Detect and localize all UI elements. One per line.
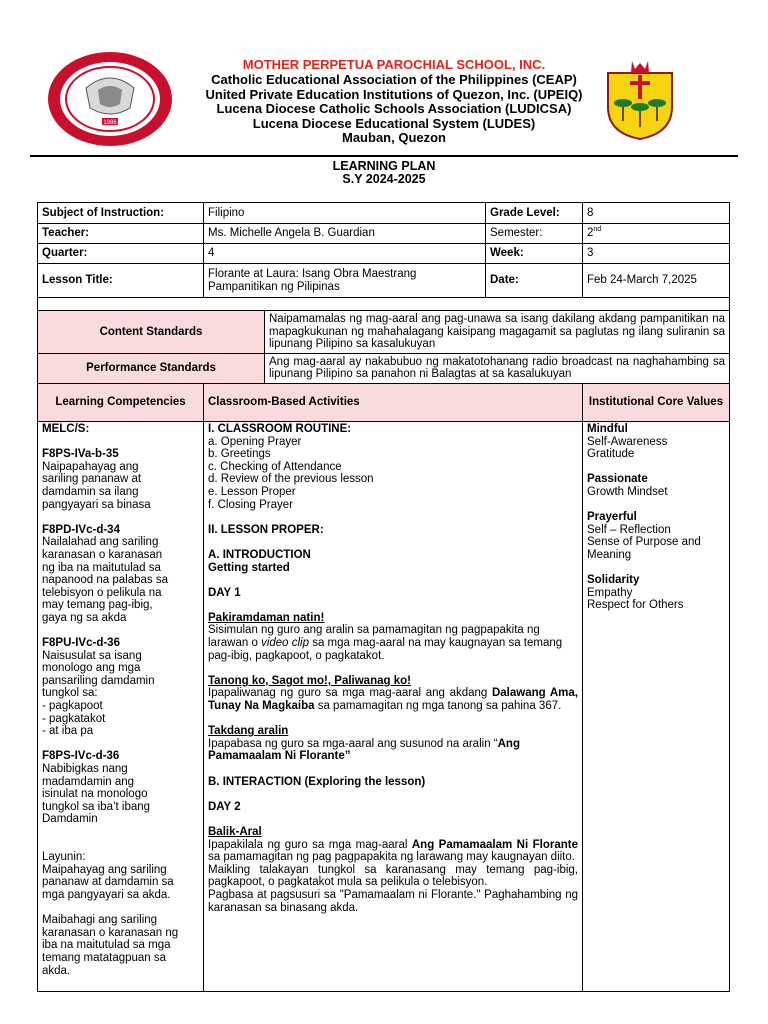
competency-line: sariling pananaw at bbox=[42, 473, 142, 486]
header-divider bbox=[30, 155, 738, 157]
competency-code: F8PD-IVc-d-34 bbox=[42, 523, 120, 536]
competency-line: tungkol sa iba’t ibang bbox=[42, 800, 151, 813]
text-bold: Dalawang Ama, Tunay Na Magkaiba bbox=[208, 687, 578, 713]
affiliation-line: United Private Education Institutions of Quezon, Inc. (UPEIQ) bbox=[205, 86, 583, 102]
competency-line: tungkol sa: bbox=[42, 687, 98, 700]
routine-item: d. Review of the previous lesson bbox=[208, 473, 374, 486]
performance-standards-row bbox=[38, 353, 730, 383]
melc-label: MELC/S: bbox=[42, 422, 90, 435]
competency-line: madamdamin ang bbox=[42, 775, 135, 788]
lesson-title-line: Pampanitikan ng Pilipinas bbox=[208, 280, 340, 293]
competency-line: - at iba pa bbox=[42, 725, 94, 738]
takdang-aralin-title: Takdang aralin bbox=[208, 725, 289, 738]
routine-item: f. Closing Prayer bbox=[208, 498, 294, 511]
value-item: Sense of Purpose and bbox=[587, 536, 701, 549]
lesson-title-line: Florante at Laura: Isang Obra Maestrang bbox=[208, 267, 417, 280]
value-passionate: Passionate bbox=[587, 473, 648, 486]
teacher-label: Teacher: bbox=[38, 224, 204, 244]
competency-line: - pagkapoot bbox=[42, 700, 103, 713]
routine-item: a. Opening Prayer bbox=[208, 435, 302, 448]
value-item: Self-Awareness bbox=[587, 435, 668, 448]
balik-aral-text: Maikling talakayan tungkol sa karanasang may temang pag-ibig, pagkapoot, o pagkatakot mula sa pelikula o telebisyon. bbox=[208, 863, 578, 889]
layunin-line: pananaw at damdamin sa bbox=[42, 876, 174, 889]
week-value: 3 bbox=[583, 244, 730, 264]
value-item: Growth Mindset bbox=[587, 485, 668, 498]
school-info bbox=[174, 57, 614, 146]
week-label: Week: bbox=[486, 244, 583, 264]
lesson-title-label: Lesson Title: bbox=[38, 264, 204, 298]
layunin-line: akda. bbox=[42, 964, 71, 977]
learning-plan-table bbox=[37, 202, 730, 992]
text-span: Ipapakilala ng guro sa mga mag-aaral bbox=[208, 838, 412, 851]
plan-title bbox=[0, 160, 768, 186]
text-emphasis: video clip bbox=[261, 637, 310, 650]
competency-line: Naipapahayag ang bbox=[42, 460, 139, 473]
svg-text:1986: 1986 bbox=[103, 120, 117, 126]
competency-line: pansariling damdamin bbox=[42, 674, 155, 687]
layunin-line: karanasan o karanasan ng bbox=[42, 926, 179, 939]
info-row bbox=[38, 244, 730, 264]
school-location: Mauban, Quezon bbox=[342, 130, 446, 145]
text-span: Ipapaliwanag ng guro sa mga mag-aaral ang akdang bbox=[208, 687, 492, 700]
day-2-title: DAY 2 bbox=[208, 800, 241, 813]
teacher-value: Ms. Michelle Angela B. Guardian bbox=[204, 224, 486, 244]
value-prayerful: Prayerful bbox=[587, 511, 637, 524]
subject-label: Subject of Instruction: bbox=[38, 203, 204, 224]
semester-label: Semester: bbox=[486, 224, 583, 244]
affiliation-line: Lucena Diocese Catholic Schools Association (LUDICSA) bbox=[216, 101, 572, 116]
core-values-header: Institutional Core Values bbox=[583, 383, 730, 421]
value-solidarity: Solidarity bbox=[587, 574, 640, 587]
semester-value bbox=[583, 224, 730, 244]
content-standards-label: Content Standards bbox=[38, 311, 265, 354]
plan-heading: LEARNING PLAN bbox=[332, 159, 436, 173]
value-item: Meaning bbox=[587, 548, 632, 561]
quarter-label: Quarter: bbox=[38, 244, 204, 264]
competency-line: Naisusulat sa isang bbox=[42, 649, 142, 662]
text-span: sa mga mag-aaral na may kaugnayan sa temang pag-ibig, pagkapoot, o pagkatakot. bbox=[208, 637, 563, 662]
semester-suffix: nd bbox=[593, 226, 602, 234]
school-year: S.Y 2024-2025 bbox=[342, 172, 426, 186]
competency-line: may temang pag-ibig, bbox=[42, 599, 153, 612]
info-row bbox=[38, 264, 730, 298]
routine-item: e. Lesson Proper bbox=[208, 485, 296, 498]
value-mindful: Mindful bbox=[587, 422, 628, 435]
text-bold: Ang Pamamaalam Ni Florante bbox=[411, 838, 578, 851]
affiliation-line: Lucena Diocese Educational System (LUDES) bbox=[252, 115, 536, 131]
text-bold: Ang Pamamaalam Ni Florante” bbox=[208, 737, 520, 763]
competency-line: - pagkatakot bbox=[42, 712, 106, 725]
competency-line: karanasan o karanasan bbox=[42, 548, 163, 561]
info-row bbox=[38, 203, 730, 224]
lesson-title-value bbox=[204, 264, 486, 298]
competency-line: damdamin sa ilang bbox=[42, 485, 139, 498]
competencies-cell bbox=[38, 421, 204, 991]
takdang-aralin-text bbox=[208, 738, 578, 763]
pakiramdaman-text bbox=[208, 624, 578, 662]
date-value: Feb 24-March 7,2025 bbox=[583, 264, 730, 298]
activities-header: Classroom-Based Activities bbox=[204, 383, 583, 421]
competency-line: Damdamin bbox=[42, 813, 98, 826]
content-standards-row bbox=[38, 311, 730, 354]
lesson-proper-title: II. LESSON PROPER: bbox=[208, 523, 324, 536]
diocese-crest-logo bbox=[605, 57, 675, 141]
competency-code: F8PS-IVc-d-36 bbox=[42, 750, 120, 763]
core-values-cell bbox=[583, 421, 730, 991]
layunin-line: Maipahayag ang sariling bbox=[42, 863, 167, 876]
column-header-row bbox=[38, 383, 730, 421]
competency-line: Nabibigkas nang bbox=[42, 763, 128, 775]
competency-line: gaya ng sa akda bbox=[42, 611, 127, 624]
day-1-title: DAY 1 bbox=[208, 586, 241, 599]
balik-aral-text: Pagbasa at pagsusuri sa "Pamamaalam ni Florante." Paghahambing ng karanasan sa binasang akda. bbox=[208, 888, 578, 914]
text-span: Sisimulan ng guro ang aralin sa pamamagitan ng pagpapakita ng larawan o bbox=[208, 624, 540, 650]
getting-started-title: Getting started bbox=[208, 561, 290, 574]
text-span: sa pamamagitan ng pag pagpapakita ng larawang may kaugnayan diito. bbox=[208, 851, 575, 864]
school-seal-logo bbox=[46, 50, 174, 148]
subject-value: Filipino bbox=[204, 203, 486, 224]
competency-line: telebisyon o pelikula na bbox=[42, 586, 162, 599]
layunin-line: mga pangyayari sa akda. bbox=[42, 888, 171, 901]
date-label: Date: bbox=[486, 264, 583, 298]
affiliation-line: Catholic Educational Association of the Philippines (CEAP) bbox=[211, 72, 577, 87]
competency-line: pangyayari sa binasa bbox=[42, 498, 151, 511]
performance-standards-label: Performance Standards bbox=[38, 353, 265, 383]
tanong-text bbox=[208, 687, 578, 712]
introduction-title: A. INTRODUCTION bbox=[208, 548, 311, 561]
value-item: Gratitude bbox=[587, 448, 635, 461]
activities-cell bbox=[204, 421, 583, 991]
quarter-value: 4 bbox=[204, 244, 486, 264]
layunin-line: temang matatagpuan sa bbox=[42, 951, 167, 964]
competencies-header: Learning Competencies bbox=[38, 383, 204, 421]
competency-line: napanood na palabas sa bbox=[42, 574, 168, 587]
text-span: Ipapabasa ng guro sa mga-aaral ang susunod na aralin “ bbox=[208, 737, 498, 750]
school-name: MOTHER PERPETUA PAROCHIAL SCHOOL, INC. bbox=[242, 57, 546, 72]
spacer-row bbox=[38, 298, 730, 311]
value-item: Respect for Others bbox=[587, 599, 684, 612]
performance-standards-text: Ang mag-aaral ay nakabubuo ng makatotohanang radio broadcast na naghahambing sa lipunang Pilipino sa panahon ni Balagtas at sa kasalukuyan bbox=[265, 353, 730, 383]
competency-line: ng iba na maitutulad sa bbox=[42, 561, 161, 574]
semester-number: 2 bbox=[587, 227, 594, 240]
competency-line: monologo ang mga bbox=[42, 662, 141, 675]
tanong-title: Tanong ko, Sagot mo!, Paliwanag ko! bbox=[208, 674, 411, 687]
balik-aral-title: Balik-Aral bbox=[208, 825, 262, 838]
competency-line: Nailalahad ang sariling bbox=[42, 536, 159, 549]
layunin-line: Maibahagi ang sariling bbox=[42, 914, 158, 927]
competency-code: F8PS-IVa-b-35 bbox=[42, 448, 119, 461]
pakiramdaman-title: Pakiramdaman natin! bbox=[208, 611, 325, 624]
layunin-line: iba na maitutulad sa mga bbox=[42, 939, 171, 952]
balik-aral-text bbox=[208, 839, 578, 864]
spacer-cell bbox=[38, 298, 730, 311]
competency-code: F8PU-IVc-d-36 bbox=[42, 637, 120, 650]
info-row bbox=[38, 224, 730, 244]
letterhead bbox=[0, 0, 768, 160]
routine-item: c. Checking of Attendance bbox=[208, 460, 342, 473]
routine-item: b. Greetings bbox=[208, 448, 271, 461]
grade-value: 8 bbox=[583, 203, 730, 224]
value-item: Empathy bbox=[587, 586, 633, 599]
value-item: Self – Reflection bbox=[587, 523, 671, 536]
content-row bbox=[38, 421, 730, 991]
text-span: sa pamamagitan ng mga tanong sa pahina 367. bbox=[314, 700, 562, 713]
interaction-title: B. INTERACTION (Exploring the lesson) bbox=[208, 775, 426, 788]
layunin-label: Layunin: bbox=[42, 851, 86, 864]
content-standards-text: Naipamamalas ng mag-aaral ang pag-unawa sa isang dakilang akdang pampanitikan na mapagkukunan ng mahahalagang kaisipang magagamit sa paglutas ng ilang suliranin sa lipunang Pilipino sa kasalukuyan bbox=[265, 311, 730, 354]
grade-label: Grade Level: bbox=[486, 203, 583, 224]
competency-line: isinulat na monologo bbox=[42, 788, 148, 801]
routine-title: I. CLASSROOM ROUTINE: bbox=[208, 422, 352, 435]
